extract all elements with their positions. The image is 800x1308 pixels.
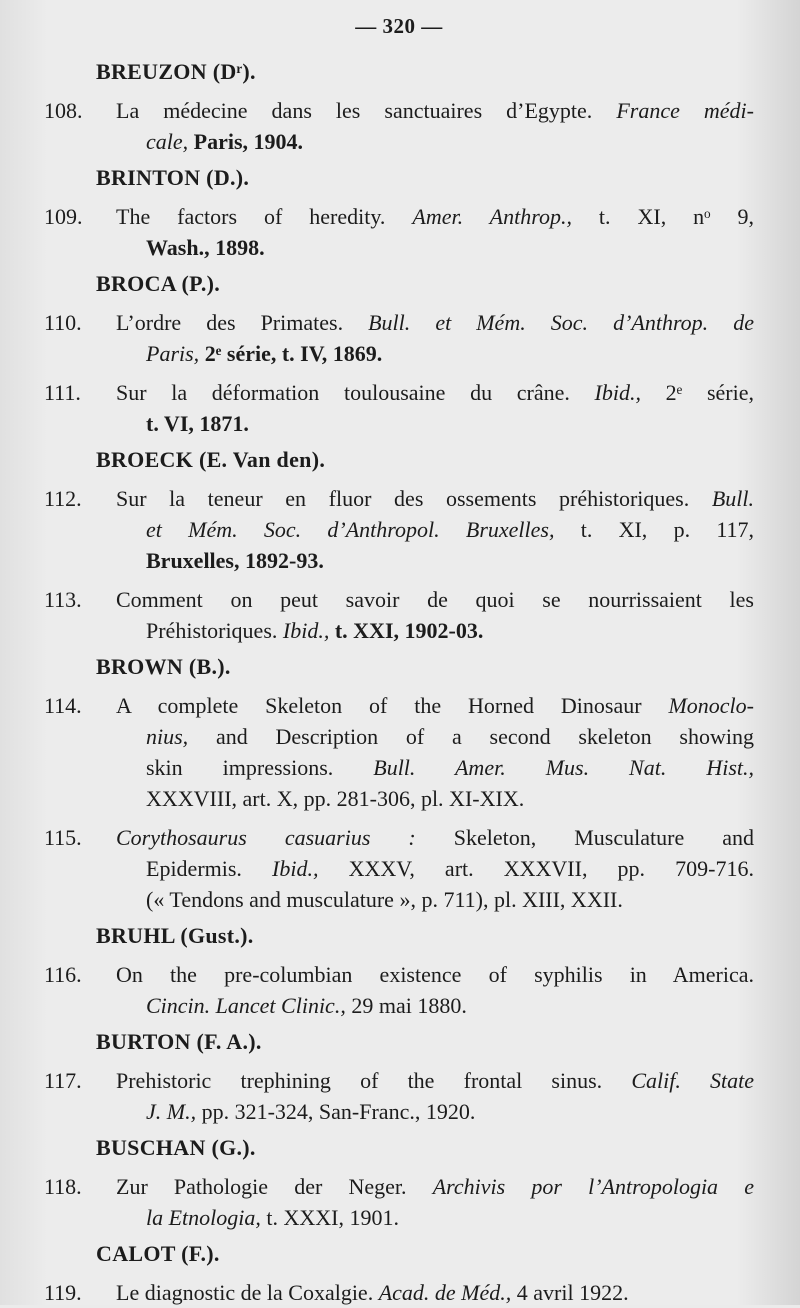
journal-title: Cincin. Lancet Clinic., xyxy=(146,993,346,1018)
reference-line xyxy=(116,1065,754,1096)
reference-number: 115. xyxy=(44,825,82,850)
reference-text xyxy=(116,690,754,814)
title-text: Zur Pathologie der Neger. xyxy=(116,1174,433,1199)
journal-title: Bull. Amer. Mus. Nat. Hist., xyxy=(373,755,754,780)
title-text: The factors of heredity. xyxy=(116,204,413,229)
reference-number: 109. xyxy=(44,204,83,229)
reference-line xyxy=(116,545,754,576)
reference-number: 113. xyxy=(44,587,82,612)
journal-title: cale, xyxy=(146,129,189,154)
reference-text xyxy=(116,307,754,369)
reference-line xyxy=(116,853,754,884)
reference-entry xyxy=(44,307,754,369)
bibliography-list xyxy=(44,59,754,1308)
title-text: Skeleton, Musculature and xyxy=(415,825,754,850)
title-text: Prehistoric trephining of the frontal sinus. xyxy=(116,1068,632,1093)
reference-line xyxy=(116,377,754,408)
reference-number: 110. xyxy=(44,310,82,335)
title-text: Comment on peut savoir de quoi se nourrissaient les xyxy=(116,587,754,612)
publication-details: Paris, 1904. xyxy=(188,129,304,154)
reference-line xyxy=(116,1202,754,1233)
author-heading: BROCA (P.). xyxy=(96,271,221,296)
journal-title: Archivis por l’Antropologia e xyxy=(432,1174,754,1199)
reference-number: 116. xyxy=(44,962,82,987)
title-text: 29 mai 1880. xyxy=(345,993,467,1018)
reference-number: 118. xyxy=(44,1174,82,1199)
reference-entry xyxy=(44,95,754,157)
reference-line xyxy=(116,1096,754,1127)
reference-line xyxy=(116,959,754,990)
reference-line xyxy=(116,584,754,615)
publication-details: Wash., 1898. xyxy=(146,235,265,260)
reference-entry xyxy=(44,377,754,439)
reference-line xyxy=(116,990,754,1021)
reference-line xyxy=(116,1277,754,1308)
reference-entry xyxy=(44,1277,754,1308)
title-text: XXXVIII, art. X, pp. 281-306, pl. XI-XIX. xyxy=(146,786,525,811)
reference-line xyxy=(116,690,754,721)
reference-text xyxy=(116,95,754,157)
title-text: Sur la teneur en fluor des ossements préhistoriques. xyxy=(116,486,712,511)
reference-line xyxy=(116,514,754,545)
title-text: and Description of a second skeleton showing xyxy=(188,724,754,749)
reference-line xyxy=(116,783,754,814)
title-text: Le diagnostic de la Coxalgie. xyxy=(116,1280,379,1305)
reference-entry xyxy=(44,201,754,263)
reference-line xyxy=(116,615,754,646)
reference-number: 114. xyxy=(44,693,82,718)
reference-line xyxy=(116,126,754,157)
page-number: — 320 — xyxy=(355,14,443,38)
title-text: t. XXXI, 1901. xyxy=(260,1205,399,1230)
title-text: t. XI, nᵒ 9, xyxy=(571,204,754,229)
journal-title: Ibid., xyxy=(282,618,330,643)
reference-number: 108. xyxy=(44,98,83,123)
reference-entry xyxy=(44,959,754,1021)
author-heading: CALOT (F.). xyxy=(96,1241,220,1266)
journal-title: J. M., xyxy=(146,1099,197,1124)
reference-text xyxy=(116,822,754,915)
title-text: L’ordre des Primates. xyxy=(116,310,369,335)
title-text: (« Tendons and musculature », p. 711), pl. XIII, XXII. xyxy=(146,887,623,912)
reference-entry xyxy=(44,584,754,646)
reference-entry xyxy=(44,822,754,915)
reference-line xyxy=(116,752,754,783)
title-text: Préhistoriques. xyxy=(146,618,283,643)
reference-text xyxy=(116,584,754,646)
journal-title: Corythosaurus casuarius : xyxy=(116,825,416,850)
reference-line xyxy=(116,95,754,126)
reference-line xyxy=(116,1171,754,1202)
reference-text xyxy=(116,959,754,1021)
reference-number: 117. xyxy=(44,1068,82,1093)
author-heading: BURTON (F. A.). xyxy=(96,1029,262,1054)
reference-text xyxy=(116,377,754,439)
reference-line xyxy=(116,408,754,439)
reference-line xyxy=(116,483,754,514)
reference-line xyxy=(116,884,754,915)
journal-title: Ibid., xyxy=(272,856,319,881)
title-text: Sur la déformation toulousaine du crâne. xyxy=(116,380,595,405)
reference-number: 111. xyxy=(44,380,81,405)
publication-details: 2ᵉ série, t. IV, 1869. xyxy=(199,341,383,366)
journal-title: Calif. State xyxy=(631,1068,754,1093)
reference-text xyxy=(116,1171,754,1233)
author-heading: BROECK (E. Van den). xyxy=(96,447,326,472)
title-text: 4 avril 1922. xyxy=(511,1280,629,1305)
journal-title: nius, xyxy=(146,724,189,749)
reference-line xyxy=(116,721,754,752)
reference-number: 119. xyxy=(44,1280,82,1305)
journal-title: Acad. de Méd., xyxy=(378,1280,512,1305)
publication-details: Bruxelles, 1892-93. xyxy=(146,548,324,573)
title-text: A complete Skeleton of the Horned Dinosaur xyxy=(116,693,669,718)
reference-entry xyxy=(44,690,754,814)
journal-title: Bull. et Mém. Soc. d’Anthrop. de xyxy=(368,310,754,335)
title-text: skin impressions. xyxy=(146,755,374,780)
title-text: La médecine dans les sanctuaires d’Egypte. xyxy=(116,98,617,123)
publication-details: t. XXI, 1902-03. xyxy=(329,618,484,643)
reference-line xyxy=(116,338,754,369)
journal-title: France médi- xyxy=(616,98,754,123)
journal-title: Amer. Anthrop., xyxy=(412,204,572,229)
author-heading: BROWN (B.). xyxy=(96,654,231,679)
journal-title: et Mém. Soc. d’Anthropol. Bruxelles, xyxy=(146,517,555,542)
journal-title: Ibid., xyxy=(594,380,641,405)
reference-entry xyxy=(44,1171,754,1233)
reference-number: 112. xyxy=(44,486,82,511)
reference-line xyxy=(116,201,754,232)
reference-text xyxy=(116,483,754,576)
publication-details: t. VI, 1871. xyxy=(146,411,249,436)
reference-text xyxy=(116,201,754,263)
reference-entry xyxy=(44,1065,754,1127)
author-heading: BREUZON (Dʳ). xyxy=(96,59,256,84)
reference-text xyxy=(116,1065,754,1127)
journal-title: Bull. xyxy=(711,486,754,511)
title-text: On the pre-columbian existence of syphilis in America. xyxy=(116,962,754,987)
reference-line xyxy=(116,232,754,263)
author-heading: BUSCHAN (G.). xyxy=(96,1135,256,1160)
title-text: t. XI, p. 117, xyxy=(554,517,755,542)
title-text: XXXV, art. XXXVII, pp. 709-716. xyxy=(318,856,754,881)
title-text: pp. 321-324, San-Franc., 1920. xyxy=(196,1099,476,1124)
journal-title: Monoclo- xyxy=(668,693,754,718)
journal-title: la Etnologia, xyxy=(146,1205,261,1230)
journal-title: Paris, xyxy=(146,341,200,366)
reference-text xyxy=(116,1277,754,1308)
title-text: Epidermis. xyxy=(146,856,273,881)
reference-line xyxy=(116,307,754,338)
reference-entry xyxy=(44,483,754,576)
author-heading: BRUHL (Gust.). xyxy=(96,923,254,948)
author-heading: BRINTON (D.). xyxy=(96,165,250,190)
title-text: 2ᵉ série, xyxy=(640,380,754,405)
reference-line xyxy=(116,822,754,853)
